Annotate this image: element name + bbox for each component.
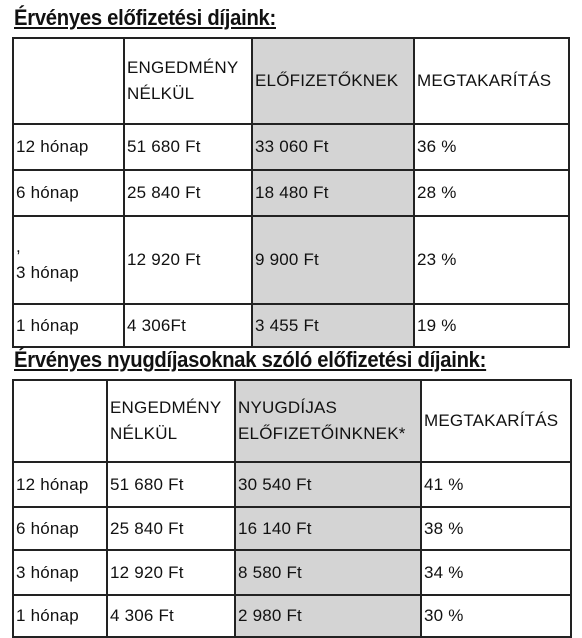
subscriber-price-cell: 9 900 Ft bbox=[252, 216, 414, 304]
header-label: NYUGDÍJAS bbox=[238, 398, 338, 417]
savings-cell: 41 % bbox=[421, 462, 571, 507]
table-header-row bbox=[13, 38, 569, 124]
full-price-cell: 12 920 Ft bbox=[107, 550, 235, 595]
header-label: ELŐFIZETŐINKNEK* bbox=[238, 424, 406, 443]
table-header-row bbox=[13, 380, 571, 462]
header-savings: MEGTAKARÍTÁS bbox=[421, 380, 571, 462]
table-row bbox=[13, 304, 569, 347]
table-row bbox=[13, 462, 571, 507]
table-row bbox=[13, 216, 569, 304]
header-label: ENGEDMÉNY bbox=[110, 398, 222, 417]
header-empty-cell bbox=[13, 380, 107, 462]
full-price-cell: 51 680 Ft bbox=[124, 124, 252, 170]
period-cell: 1 hónap bbox=[13, 595, 107, 637]
header-label: NÉLKÜL bbox=[127, 84, 195, 103]
subscriber-price-cell: 2 980 Ft bbox=[235, 595, 421, 637]
table-row bbox=[13, 124, 569, 170]
period-label: 3 hónap bbox=[16, 263, 79, 282]
header-subscribers: ELŐFIZETŐKNEK bbox=[252, 38, 414, 124]
subscriber-price-cell: 30 540 Ft bbox=[235, 462, 421, 507]
period-cell: 1 hónap bbox=[13, 304, 124, 347]
header-label: ENGEDMÉNY bbox=[127, 58, 239, 77]
header-savings: MEGTAKARÍTÁS bbox=[414, 38, 569, 124]
header-no-discount bbox=[124, 38, 252, 124]
period-prefix: , bbox=[16, 237, 21, 256]
full-price-cell: 12 920 Ft bbox=[124, 216, 252, 304]
pricing-title: Érvényes előfizetési díjaink: bbox=[14, 5, 276, 30]
savings-cell: 36 % bbox=[414, 124, 569, 170]
full-price-cell: 25 840 Ft bbox=[124, 170, 252, 216]
full-price-cell: 4 306 Ft bbox=[107, 595, 235, 637]
table-row bbox=[13, 507, 571, 550]
table-row bbox=[13, 595, 571, 637]
subscriber-price-cell: 3 455 Ft bbox=[252, 304, 414, 347]
header-label: NÉLKÜL bbox=[110, 424, 178, 443]
table-row bbox=[13, 550, 571, 595]
header-empty-cell bbox=[13, 38, 124, 124]
full-price-cell: 25 840 Ft bbox=[107, 507, 235, 550]
subscriber-price-cell: 33 060 Ft bbox=[252, 124, 414, 170]
period-cell: 12 hónap bbox=[13, 124, 124, 170]
header-pensioner-subscribers bbox=[235, 380, 421, 462]
period-cell: 6 hónap bbox=[13, 507, 107, 550]
subscriber-price-cell: 18 480 Ft bbox=[252, 170, 414, 216]
savings-cell: 34 % bbox=[421, 550, 571, 595]
subscriber-price-cell: 8 580 Ft bbox=[235, 550, 421, 595]
period-cell: 6 hónap bbox=[13, 170, 124, 216]
table-row bbox=[13, 170, 569, 216]
header-no-discount bbox=[107, 380, 235, 462]
period-cell: 3 hónap bbox=[13, 550, 107, 595]
full-price-cell: 4 306Ft bbox=[124, 304, 252, 347]
subscriber-price-cell: 16 140 Ft bbox=[235, 507, 421, 550]
savings-cell: 30 % bbox=[421, 595, 571, 637]
savings-cell: 38 % bbox=[421, 507, 571, 550]
period-cell bbox=[13, 216, 124, 304]
pensioner-pricing-title: Érvényes nyugdíjasoknak szóló előfizetési díjaink: bbox=[14, 347, 487, 372]
period-cell: 12 hónap bbox=[13, 462, 107, 507]
savings-cell: 19 % bbox=[414, 304, 569, 347]
savings-cell: 23 % bbox=[414, 216, 569, 304]
pricing-table bbox=[12, 37, 570, 348]
pensioner-pricing-table bbox=[12, 379, 572, 638]
savings-cell: 28 % bbox=[414, 170, 569, 216]
full-price-cell: 51 680 Ft bbox=[107, 462, 235, 507]
